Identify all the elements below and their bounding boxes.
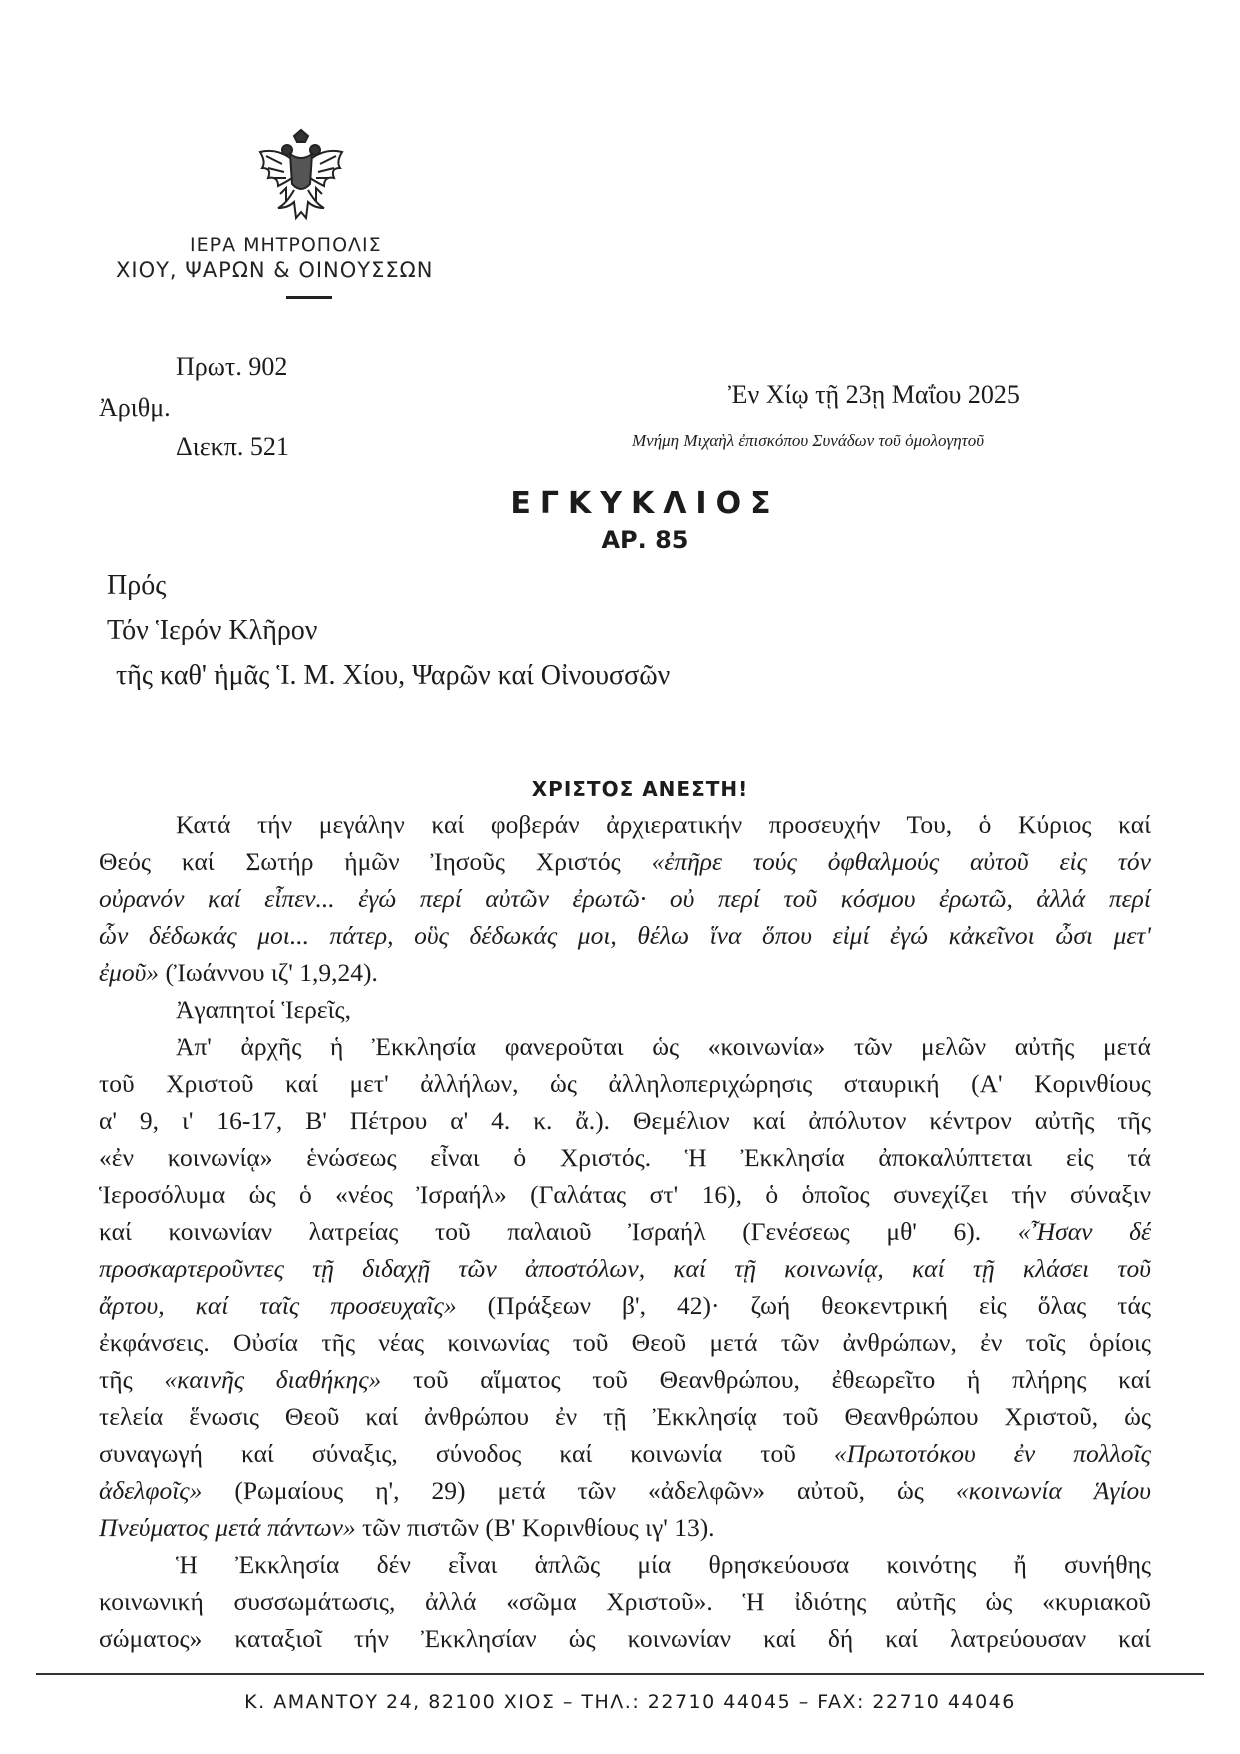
salutation: Ἀγαπητοί Ἱερεῖς, [176,995,351,1024]
encyclical-number: ΑΡ. 85 [601,526,689,554]
body-line: «ἐν κοινωνίᾳ» ἑνώσεως εἶναι ὁ Χριστός. Ἡ Ἐκκλησία ἀποκαλύπτεται εἰς τά [99,1143,1151,1172]
body-line: τελεία ἕνωσις Θεοῦ καί ἀνθρώπου ἐν τῇ Ἐκκλησίᾳ τοῦ Θεανθρώπου Χριστοῦ, ὡς [99,1402,1151,1431]
body-line: α' 9, ι' 16-17, Β' Πέτρου α' 4. κ. ἄ.). Θεμέλιον καί ἀπόλυτον κέντρον αὐτῆς τῆς [99,1106,1151,1135]
body-line: ἀδελφοῖς» (Ρωμαίους η', 29) μετά τῶν «ἀδελφῶν» αὐτοῦ, ὡς «κοινωνία Ἁγίου [99,1476,1152,1505]
body-line: σώματος» καταξιοῖ τήν Ἐκκλησίαν ὡς κοινωνίαν καί δή καί λατρεύουσαν καί [99,1624,1151,1653]
paschal-greeting: ΧΡΙΣΤΟΣ ΑΝΕΣΤΗ! [531,777,749,801]
addressee-to: Πρός [107,570,167,601]
body-line: καί κοινωνίαν λατρείας τοῦ παλαιοῦ Ἰσραήλ (Γενέσεως μθ' 6). «Ἦσαν δέ [99,1217,1151,1246]
letterhead-divider [286,296,332,299]
document-title: ΕΓΚΥΚΛΙΟΣ [510,486,780,521]
body-line: Πνεύματος μετά πάντων» τῶν πιστῶν (Β' Κορινθίους ιγ' 13). [99,1513,715,1542]
letterhead-line-1: ΙΕΡΑ ΜΗΤΡΟΠΟΛΙΣ [190,234,382,256]
letterhead-line-2: ΧΙΟΥ, ΨΑΡΩΝ & ΟΙΝΟΥΣΣΩΝ [116,258,434,282]
document-date: Ἐν Χίῳ τῇ 23ῃ Μαΐου 2025 [728,380,1020,409]
body-line: ἐμοῦ» (Ἰωάννου ιζ' 1,9,24). [99,958,378,987]
addressee-line-1: Τόν Ἱερόν Κλῆρον [107,615,318,646]
double-headed-eagle-icon [256,128,346,224]
body-line: ἄρτου, καί ταῖς προσευχαῖς» (Πράξεων β', 42)· ζωή θεοκεντρική εἰς ὅλας τάς [99,1291,1151,1320]
body-line: Θεός καί Σωτήρ ἡμῶν Ἰησοῦς Χριστός «ἐπῆρε τούς ὀφθαλμούς αὐτοῦ εἰς τόν [99,847,1151,876]
body-line: συναγωγή καί σύναξις, σύνοδος καί κοινωνία τοῦ «Πρωτοτόκου ἐν πολλοῖς [99,1439,1151,1468]
body-line: τῆς «καινῆς διαθήκης» τοῦ αἵματος τοῦ Θεανθρώπου, ἐθεωρεῖτο ἡ πλήρης καί [99,1365,1151,1394]
reference-label: Ἀριθμ. [99,393,171,422]
addressee-line-2: τῆς καθ' ἡμᾶς Ἱ. Μ. Χίου, Ψαρῶν καί Οἰνουσσῶν [116,660,671,691]
body-line: ὧν δέδωκάς μοι... πάτερ, οὓς δέδωκάς μοι, θέλω ἵνα ὅπου εἰμί ἐγώ κἀκεῖνοι ὦσι μετ' [99,921,1151,950]
dispatch-number: Διεκπ. 521 [176,432,289,461]
footer-divider [36,1673,1204,1675]
body-line: Ἀπ' ἀρχῆς ἡ Ἐκκλησία φανεροῦται ὡς «κοινωνία» τῶν μελῶν αὐτῆς μετά [176,1032,1151,1061]
body-line: τοῦ Χριστοῦ καί μετ' ἀλλήλων, ὡς ἀλληλοπεριχώρησις σταυρική (Α' Κορινθίους [99,1069,1151,1098]
body-line: Ἱεροσόλυμα ὡς ὁ «νέος Ἰσραήλ» (Γαλάτας στ' 16), ὁ ὁποῖος συνεχίζει τήν σύναξιν [99,1180,1151,1209]
feast-memory-line: Μνήμη Μιχαὴλ ἐπισκόπου Συνάδων τοῦ ὁμολογητοῦ [632,431,985,450]
protocol-number: Πρωτ. 902 [176,352,288,381]
footer-contact: Κ. ΑΜΑΝΤΟΥ 24, 82100 ΧΙΟΣ – ΤΗΛ.: 22710 44045 – FAX: 22710 44046 [244,1691,1016,1713]
body-line: κοινωνική συσσωμάτωσις, ἀλλά «σῶμα Χριστοῦ». Ἡ ἰδιότης αὐτῆς ὡς «κυριακοῦ [99,1587,1151,1616]
body-line: Κατά τήν μεγάλην καί φοβεράν ἀρχιερατικήν προσευχήν Του, ὁ Κύριος καί [176,810,1151,839]
body-line: Ἡ Ἐκκλησία δέν εἶναι ἁπλῶς μία θρησκεύουσα κοινότης ἤ συνήθης [176,1550,1151,1579]
body-line: προσκαρτεροῦντες τῇ διδαχῇ τῶν ἀποστόλων, καί τῇ κοινωνίᾳ, καί τῇ κλάσει τοῦ [99,1254,1151,1283]
body-line: ἐκφάνσεις. Οὐσία τῆς νέας κοινωνίας τοῦ Θεοῦ μετά τῶν ἀνθρώπων, ἐν τοῖς ὁρίοις [99,1328,1151,1357]
body-line: οὐρανόν καί εἶπεν... ἐγώ περί αὐτῶν ἐρωτῶ· οὐ περί τοῦ κόσμου ἐρωτῶ, ἀλλά περί [99,884,1151,913]
